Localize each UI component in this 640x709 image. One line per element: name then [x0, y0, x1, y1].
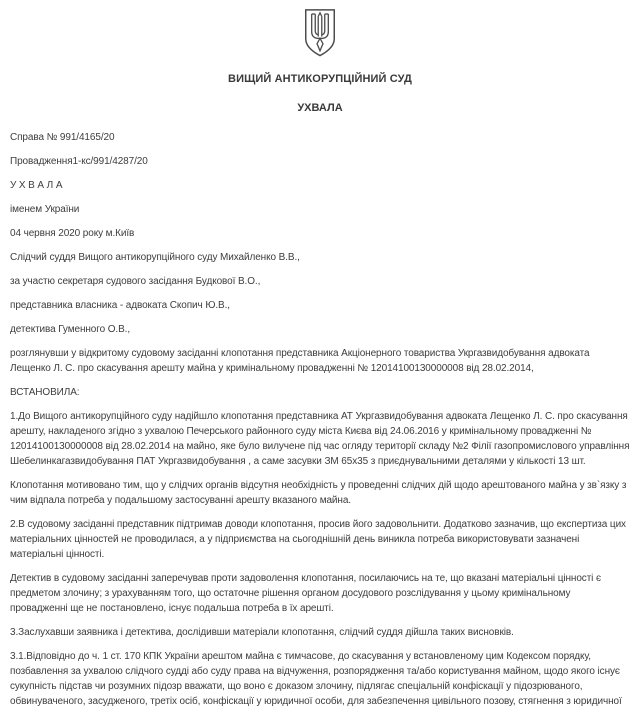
document-type-heading: УХВАЛА: [297, 102, 343, 114]
case-number: Справа № 991/4165/20: [10, 132, 115, 143]
paragraph: 2.В судовому засіданні представник підтримав доводи клопотання, просив його задовольнити. Додатково зазначив, що експертиза цих матеріальних цінностей не проводилася, а у підприємства на сьогоднішній день виникла потреба використовувати зазначені матеріальні цінності.: [10, 519, 626, 560]
paragraph: Слідчий суддя Вищого антикорупційного суду Михайленко В.В.,: [10, 252, 300, 263]
paragraph: розглянувши у відкритому судовому засіданні клопотання представника Акціонерного товариства Укргазвидобування адвоката Лещенко Л. С. про скасування арешту майна у кримінальному провадженні № 12014100130000008 від 28.02.2014,: [10, 348, 590, 374]
date-and-place: 04 червня 2020 року м.Київ: [10, 228, 135, 239]
intro-section: [10, 250, 630, 376]
paragraph: 3.Заслухавши заявника і детектива, дослідивши матеріали клопотання, слідчий суддя дійшла таких висновків.: [10, 627, 514, 638]
paragraph: за участю секретаря судового засідання Будкової В.О.,: [10, 276, 261, 287]
paragraph: представника власника - адвоката Скопич Ю.В.,: [10, 300, 230, 311]
court-name: ВИЩИЙ АНТИКОРУПЦІЙНИЙ СУД: [228, 73, 412, 85]
ukraine-coat-of-arms-icon: [10, 8, 630, 58]
proceeding-number: Провадження1-кс/991/4287/20: [10, 156, 148, 167]
in-name-of-ukraine: іменем України: [10, 204, 80, 215]
paragraph: Клопотання мотивовано тим, що у слідчих органів відсутня необхідність у проведенні слідчих дій щодо арештованого майна у зв`язку з чим відпала потреба у подальшому застосуванні арешту вказаного майна.: [10, 480, 627, 506]
paragraph: 1.До Вищого антикорупційного суду надійшло клопотання представника АТ Укргазвидобування адвоката Лещенко Л. С. про скасування арешту, накладеного згідно з ухвалою Печерського районного суду міста Києва від 24.06.2016 у кримінальному провадженні № 12014100130000008 від 28.02.2014 на майно, яке було вилучене під час огляду території складу №2 Філії газопромислового управління Шебелинкагазвидобування ПАТ Укргазвидобування , а саме засувки ЗМ 65х35 з приєднувальними деталями у кількості 13 шт.: [10, 411, 630, 467]
established-label: ВСТАНОВИЛА:: [10, 387, 80, 398]
ruling-title: У Х В А Л А: [10, 180, 63, 191]
findings-section: [10, 409, 630, 709]
paragraph: Детектив в судовому засіданні заперечував проти задоволення клопотання, посилаючись на те, що вказані матеріальні цінності є предметом злочину; з урахуванням того, що остаточне рішення органом досудового розслідування у цьому кримінальному провадженні ще не постановлено, існує подальша потреба в їх арешті.: [10, 573, 601, 614]
paragraph: детектива Гуменного О.В.,: [10, 324, 131, 335]
paragraph: 3.1.Відповідно до ч. 1 ст. 170 КПК України арештом майна є тимчасове, до скасування у встановленому цим Кодексом порядку, позбавлення за ухвалою слідчого судді або суду права на відчуження, розпорядження та/або користування майном, щодо якого існує сукупність підстав чи розумних підозр вважати, що воно є доказом злочину, підлягає спеціальній конфіскації у підозрюваного, обвинуваченого, засудженого, третіх осіб, конфіскації у юридичної особи, для забезпечення цивільного позову, стягнення з юридичної: [10, 651, 622, 707]
